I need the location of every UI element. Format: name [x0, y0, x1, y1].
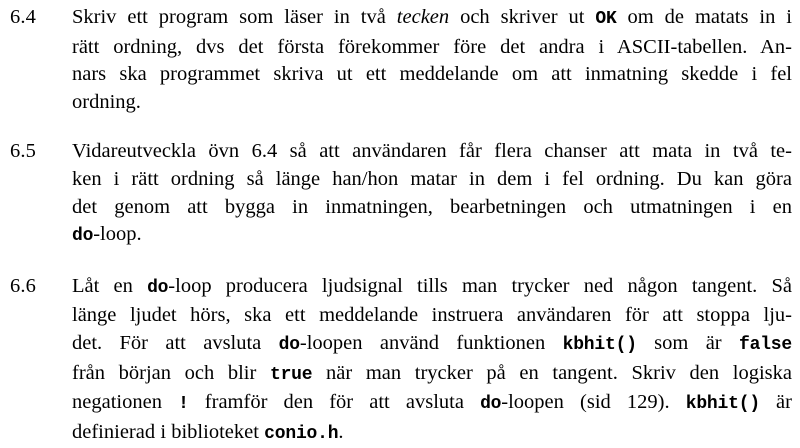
- text-run: länge ljudet hörs, ska ett meddelande instruera användaren för att stoppa lju-: [72, 304, 792, 327]
- text-run: det. För att avsluta: [72, 331, 279, 354]
- text-line: [72, 138, 792, 166]
- exercise-number-6-5: 6.5: [10, 140, 36, 163]
- text-line: [72, 273, 792, 303]
- code-operator-not: !: [178, 394, 189, 415]
- text-line: [72, 389, 792, 419]
- text-line: [72, 89, 792, 117]
- code-keyword-do: do: [72, 226, 94, 247]
- text-line: [72, 61, 792, 89]
- text-run: rätt ordning, dvs det första förekommer före det andra i ASCII-tabellen. An-: [72, 35, 792, 58]
- text-run: Vidareutveckla övn 6.4 så att användaren får flera chanser att mata in två te-: [72, 140, 792, 163]
- exercise-6-6: [10, 273, 792, 448]
- code-keyword-do: do: [278, 334, 300, 355]
- code-literal-false: false: [739, 334, 793, 355]
- text-run: Skriv ett program som läser in två: [72, 6, 397, 28]
- code-literal-true: true: [269, 364, 313, 385]
- text-run: -loopen (sid 129).: [501, 391, 686, 414]
- text-line: [72, 34, 792, 62]
- paragraph-gap: [10, 116, 792, 138]
- exercise-body-6-4: [72, 4, 792, 116]
- code-function-kbhit: kbhit(): [562, 334, 637, 355]
- text-run: -loop.: [93, 223, 142, 246]
- text-run: ordning.: [72, 90, 141, 113]
- text-run: .: [338, 420, 344, 443]
- text-line: [72, 330, 792, 360]
- text-line: [72, 4, 792, 34]
- text-run: om de matats in i: [616, 6, 792, 28]
- text-run: negationen: [72, 391, 179, 414]
- exercise-body-6-5: [72, 138, 792, 250]
- text-run: -loopen använd funktionen: [299, 331, 563, 354]
- text-run: när man trycker på en tangent. Skriv den logiska: [312, 361, 792, 384]
- text-line: [72, 419, 792, 448]
- exercise-6-5: [10, 138, 792, 250]
- text-run: -loop producera ljudsignal tills man trycker ned någon tangent. Så: [168, 274, 792, 297]
- code-header-conio: conio.h: [264, 423, 339, 444]
- text-run: från början och blir: [72, 361, 270, 384]
- text-run: framför den för att avsluta: [188, 391, 481, 414]
- text-run: och skriver ut: [449, 6, 596, 28]
- text-run: definierad i biblioteket: [72, 420, 265, 443]
- text-line: [72, 302, 792, 330]
- text-run: det genom att bygga in inmatningen, bearbetningen och utmatningen i en: [72, 195, 792, 218]
- exercise-number-6-4: 6.4: [10, 6, 36, 28]
- text-run: som är: [636, 331, 739, 354]
- exercise-number-6-6: 6.6: [10, 274, 36, 297]
- code-keyword-do: do: [147, 277, 169, 298]
- code-function-kbhit: kbhit(): [685, 394, 760, 415]
- emphasis-tecken: tecken: [396, 6, 450, 28]
- text-run: Låt en: [72, 274, 148, 297]
- code-keyword-do: do: [480, 394, 502, 415]
- text-line: [72, 360, 792, 390]
- exercise-6-4: [10, 4, 792, 116]
- exercise-body-6-6: [72, 273, 792, 448]
- text-run: är: [759, 391, 792, 414]
- text-run: ken i rätt ordning så länge han/hon matar in dem i fel ordning. Du kan göra: [72, 167, 792, 190]
- text-line: [72, 194, 792, 222]
- code-literal-ok: OK: [595, 9, 617, 29]
- text-line: [72, 221, 792, 251]
- paragraph-gap: [10, 251, 792, 273]
- text-run: nars ska programmet skriva ut ett meddelande om att inmatning skedde i fel: [72, 63, 792, 86]
- text-line: [72, 166, 792, 194]
